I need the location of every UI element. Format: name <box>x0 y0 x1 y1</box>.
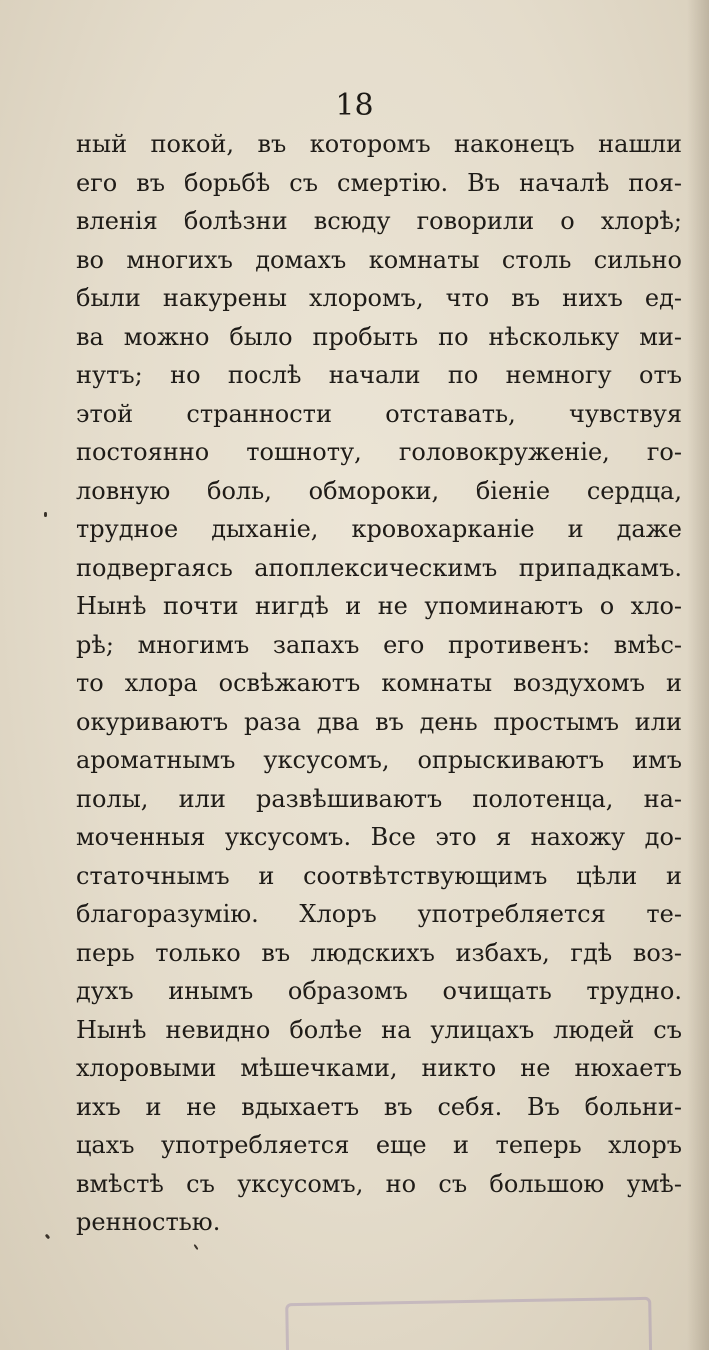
print-speck <box>45 1234 51 1240</box>
text-line: ароматнымъ уксусомъ, опрыскиваютъ имъ <box>76 746 682 774</box>
text-line: вмѣстѣ съ уксусомъ, но съ большою умѣ- <box>76 1169 682 1198</box>
text-line: его въ борьбѣ съ смертію. Въ началѣ поя- <box>76 168 682 197</box>
text-line: благоразумію. Хлоръ употребляется те- <box>76 900 682 928</box>
text-line: постоянно тошноту, головокруженіе, го- <box>76 438 682 466</box>
text-line: моченныя уксусомъ. Все это я нахожу до- <box>76 823 682 851</box>
text-line: Нынѣ почти нигдѣ и не упоминаютъ о хло- <box>76 592 682 620</box>
text-line: вленія болѣзни всюду говорили о хлорѣ; <box>76 207 682 235</box>
text-line: перь только въ людскихъ избахъ, гдѣ воз- <box>76 938 682 967</box>
text-line: нутъ; но послѣ начали по немногу отъ <box>76 361 682 389</box>
text-line: полы, или развѣшиваютъ полотенца, на- <box>76 784 682 813</box>
text-line: ва можно было пробыть по нѣскольку ми- <box>76 322 682 351</box>
body-text <box>76 125 682 1242</box>
text-line: этой странности отставать, чувствуя <box>76 399 682 428</box>
text-line: Нынѣ невидно болѣе на улицахъ людей съ <box>76 1015 682 1044</box>
text-line: ихъ и не вдыхаетъ въ себя. Въ больни- <box>76 1092 682 1121</box>
text-line: были накурены хлоромъ, что въ нихъ ед- <box>76 284 682 312</box>
text-line: духъ инымъ образомъ очищать трудно. <box>76 977 682 1005</box>
text-line: цахъ употребляется еще и теперь хлоръ <box>76 1131 682 1159</box>
page-number: 18 <box>335 88 374 123</box>
page-edge-shadow <box>687 0 709 1350</box>
text-line: ловную боль, обмороки, біеніе сердца, <box>76 476 682 505</box>
text-line: то хлора освѣжаютъ комнаты воздухомъ и <box>76 669 682 697</box>
text-line: статочнымъ и соотвѣтствующимъ цѣли и <box>76 861 682 890</box>
print-speck <box>44 512 47 517</box>
text-line: трудное дыханіе, кровохарканіе и даже <box>76 515 682 543</box>
print-speck <box>193 1244 198 1250</box>
text-line: ренностью. <box>76 1208 221 1236</box>
library-stamp <box>285 1297 653 1350</box>
text-line: хлоровыми мѣшечками, никто не нюхаетъ <box>76 1054 682 1082</box>
text-line: окуриваютъ раза два въ день простымъ или <box>76 707 682 736</box>
text-line: во многихъ домахъ комнаты столь сильно <box>76 245 682 274</box>
text-line: рѣ; многимъ запахъ его противенъ: вмѣс- <box>76 630 682 659</box>
text-line: ный покой, въ которомъ наконецъ нашли <box>76 130 682 158</box>
text-line: подвергаясь апоплексическимъ припадкамъ. <box>76 553 682 582</box>
